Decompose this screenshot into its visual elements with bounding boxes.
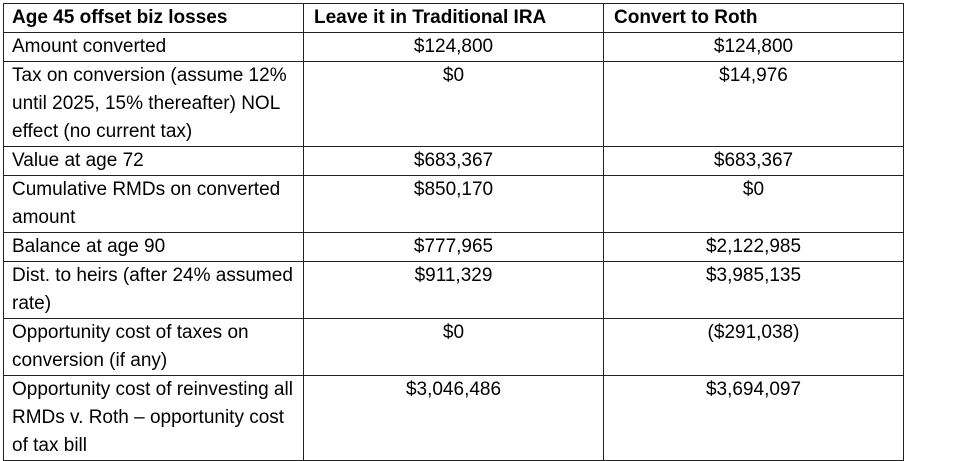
table-row: [4, 376, 904, 461]
roth-value: $14,976: [604, 62, 904, 147]
header-scenario: Age 45 offset biz losses: [4, 4, 304, 33]
roth-value: $683,367: [604, 147, 904, 176]
header-traditional-ira: Leave it in Traditional IRA: [304, 4, 604, 33]
row-label: Opportunity cost of taxes on conversion (if any): [4, 319, 304, 376]
table-row: [4, 33, 904, 62]
row-label: Opportunity cost of reinvesting all RMDs v. Roth – opportunity cost of tax bill: [4, 376, 304, 461]
roth-value: $124,800: [604, 33, 904, 62]
roth-value: $3,694,097: [604, 376, 904, 461]
roth-value: $2,122,985: [604, 233, 904, 262]
traditional-value: $683,367: [304, 147, 604, 176]
traditional-value: $124,800: [304, 33, 604, 62]
roth-value: $3,985,135: [604, 262, 904, 319]
row-label: Dist. to heirs (after 24% assumed rate): [4, 262, 304, 319]
row-label: Cumulative RMDs on converted amount: [4, 176, 304, 233]
table-row: [4, 233, 904, 262]
roth-value: $0: [604, 176, 904, 233]
roth-value: ($291,038): [604, 319, 904, 376]
table-row: [4, 319, 904, 376]
traditional-value: $850,170: [304, 176, 604, 233]
row-label: Amount converted: [4, 33, 304, 62]
traditional-value: $0: [304, 62, 604, 147]
traditional-value: $777,965: [304, 233, 604, 262]
row-label: Tax on conversion (assume 12% until 2025, 15% thereafter) NOL effect (no current tax): [4, 62, 304, 147]
table-row: [4, 147, 904, 176]
table-row: [4, 176, 904, 233]
table-row: [4, 62, 904, 147]
row-label: Balance at age 90: [4, 233, 304, 262]
header-convert-to-roth: Convert to Roth: [604, 4, 904, 33]
traditional-value: $3,046,486: [304, 376, 604, 461]
header-row: [4, 4, 904, 33]
traditional-value: $0: [304, 319, 604, 376]
comparison-table: [3, 3, 904, 461]
traditional-value: $911,329: [304, 262, 604, 319]
row-label: Value at age 72: [4, 147, 304, 176]
table-row: [4, 262, 904, 319]
